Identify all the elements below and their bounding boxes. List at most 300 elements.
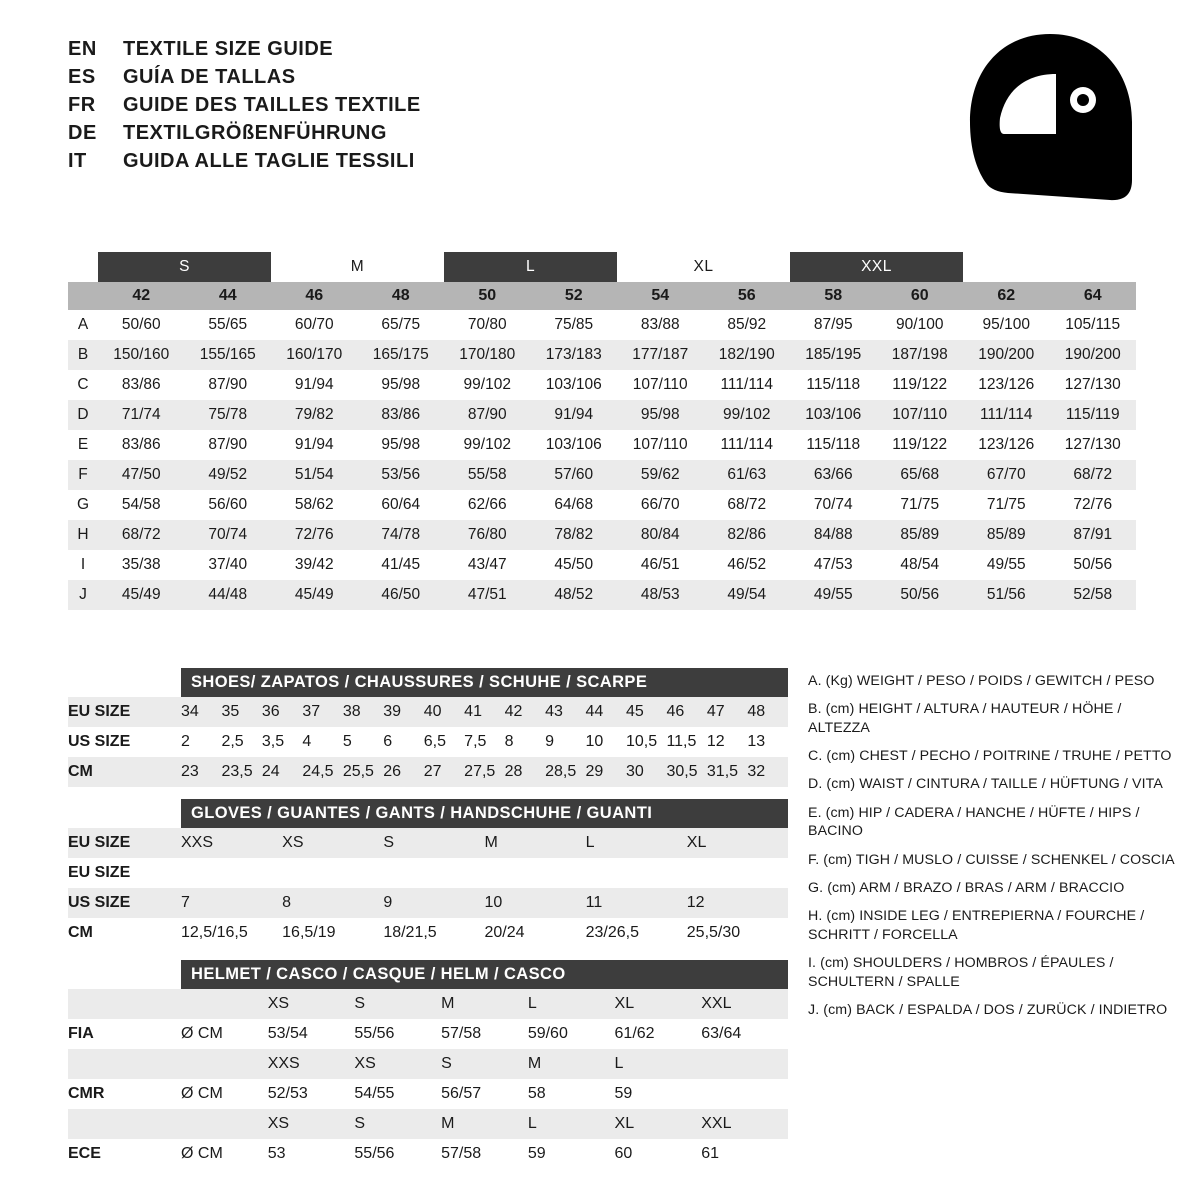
size-band-m: M xyxy=(271,252,444,282)
cell: 43 xyxy=(545,697,585,727)
cell: 53 xyxy=(268,1139,355,1169)
cell xyxy=(701,1049,788,1079)
legend-item-e: E. (cm) HIP / CADERA / HANCHE / HÜFTE / HIPS / BACINO xyxy=(808,804,1140,840)
helmet-fia-header-spacer xyxy=(68,989,181,1019)
header-title-it: GUIDA ALLE TAGLIE TESSILI xyxy=(123,150,415,172)
table-row xyxy=(68,828,788,858)
cell: 56/57 xyxy=(441,1079,528,1109)
cell: 56/60 xyxy=(185,490,272,520)
cell: 55/56 xyxy=(354,1019,441,1049)
cell xyxy=(687,858,788,888)
helmet-row-label-cmr: CMR xyxy=(68,1079,181,1109)
cell: 111/114 xyxy=(704,370,791,400)
helmet-cmr-size-s: S xyxy=(441,1049,528,1079)
cell: 63/66 xyxy=(790,460,877,490)
table-row xyxy=(68,520,1136,550)
cell: 45 xyxy=(626,697,666,727)
helmet-cmr-size-l: L xyxy=(615,1049,702,1079)
cell: 99/102 xyxy=(444,430,531,460)
cell xyxy=(181,989,268,1019)
cell: 127/130 xyxy=(1050,430,1137,460)
cell: 51/56 xyxy=(963,580,1050,610)
cell: 79/82 xyxy=(271,400,358,430)
cell xyxy=(701,1079,788,1109)
header-title-fr: GUIDE DES TAILLES TEXTILE xyxy=(123,94,421,116)
cell: 83/88 xyxy=(617,310,704,340)
size-number-48: 48 xyxy=(358,282,445,310)
row-label-i: I xyxy=(68,550,98,580)
cell: 44/48 xyxy=(185,580,272,610)
helmet-ece-size-s: S xyxy=(354,1109,441,1139)
row-label-j: J xyxy=(68,580,98,610)
cell: 30,5 xyxy=(666,757,706,787)
cell: 7 xyxy=(181,888,282,918)
cell: 60/70 xyxy=(271,310,358,340)
cell: 35/38 xyxy=(98,550,185,580)
cell: 45/49 xyxy=(98,580,185,610)
header-title-es: GUÍA DE TALLAS xyxy=(123,66,296,88)
cell: 95/98 xyxy=(358,430,445,460)
size-number-58: 58 xyxy=(790,282,877,310)
size-number-42: 42 xyxy=(98,282,185,310)
cell: 64/68 xyxy=(531,490,618,520)
cell: 111/114 xyxy=(704,430,791,460)
header-title-de: TEXTILGRÖßENFÜHRUNG xyxy=(123,122,387,144)
gloves-size-s: S xyxy=(383,828,484,858)
legend-item-b: B. (cm) HEIGHT / ALTURA / HAUTEUR / HÖHE / ALTEZZA xyxy=(808,701,1122,736)
legend-item-g: G. (cm) ARM / BRAZO / BRAS / ARM / BRACCIO xyxy=(808,879,1125,896)
row-label-c: C xyxy=(68,370,98,400)
cell xyxy=(181,1109,268,1139)
cell: 43/47 xyxy=(444,550,531,580)
gloves-size-xxs: XXS xyxy=(181,828,282,858)
cell: 24,5 xyxy=(302,757,342,787)
cell: 68/72 xyxy=(98,520,185,550)
cell: 29 xyxy=(586,757,626,787)
cell: 91/94 xyxy=(271,430,358,460)
cell: 87/91 xyxy=(1050,520,1137,550)
cell: 123/126 xyxy=(963,430,1050,460)
gloves-size-xl: XL xyxy=(687,828,788,858)
helmet-cmr-unit: Ø CM xyxy=(181,1079,268,1109)
cell: 83/86 xyxy=(98,430,185,460)
cell: 115/118 xyxy=(790,370,877,400)
helmet-ece-size-m: M xyxy=(441,1109,528,1139)
helmet-section-title: HELMET / CASCO / CASQUE / HELM / CASCO xyxy=(181,960,788,989)
helmet-ece-unit: Ø CM xyxy=(181,1139,268,1169)
header-title-en: TEXTILE SIZE GUIDE xyxy=(123,38,334,60)
cell: 45/49 xyxy=(271,580,358,610)
cell: 84/88 xyxy=(790,520,877,550)
cell: 54/58 xyxy=(98,490,185,520)
cell: 95/100 xyxy=(963,310,1050,340)
size-number-54: 54 xyxy=(617,282,704,310)
cell: 50/56 xyxy=(877,580,964,610)
cell: 55/56 xyxy=(354,1139,441,1169)
gloves-row-label-us: US SIZE xyxy=(68,888,181,918)
cell: 65/75 xyxy=(358,310,445,340)
cell: 48/54 xyxy=(877,550,964,580)
cell xyxy=(282,858,383,888)
size-band-xl: XL xyxy=(617,252,790,282)
cell xyxy=(484,858,585,888)
cell: 23,5 xyxy=(221,757,261,787)
gloves-size-m: M xyxy=(484,828,585,858)
cell: 83/86 xyxy=(358,400,445,430)
lang-code-en: EN xyxy=(68,38,97,60)
cell: 23 xyxy=(181,757,221,787)
table-row xyxy=(68,1139,788,1169)
legend-item-c: C. (cm) CHEST / PECHO / POITRINE / TRUHE / PETTO xyxy=(808,748,1172,765)
table-row xyxy=(68,580,1136,610)
row-label-f: F xyxy=(68,460,98,490)
size-number-62: 62 xyxy=(963,282,1050,310)
cell: 2,5 xyxy=(221,727,261,757)
cell: 68/72 xyxy=(1050,460,1137,490)
helmet-table xyxy=(68,989,788,1169)
cell: 48/53 xyxy=(617,580,704,610)
cell: 103/106 xyxy=(531,370,618,400)
cell: 47/51 xyxy=(444,580,531,610)
cell: 103/106 xyxy=(531,430,618,460)
table-row xyxy=(68,858,788,888)
cell: 90/100 xyxy=(877,310,964,340)
cell: 10,5 xyxy=(626,727,666,757)
table-row xyxy=(68,918,788,948)
table-row xyxy=(68,888,788,918)
lang-code-es: ES xyxy=(68,66,96,88)
size-number-row xyxy=(68,282,1136,310)
cell: 87/95 xyxy=(790,310,877,340)
row-label-g: G xyxy=(68,490,98,520)
measurement-legend xyxy=(808,672,1183,1029)
cell: 34 xyxy=(181,697,221,727)
cell: 8 xyxy=(282,888,383,918)
cell: 52/53 xyxy=(268,1079,355,1109)
table-row xyxy=(68,490,1136,520)
cell: 62/66 xyxy=(444,490,531,520)
cell xyxy=(181,858,282,888)
helmet-cmr-size-m: M xyxy=(528,1049,615,1079)
cell: 67/70 xyxy=(963,460,1050,490)
cell: 65/68 xyxy=(877,460,964,490)
cell: 48 xyxy=(747,697,788,727)
table-row xyxy=(68,400,1136,430)
cell: 3,5 xyxy=(262,727,302,757)
cell: 75/78 xyxy=(185,400,272,430)
cell: 165/175 xyxy=(358,340,445,370)
cell: 36 xyxy=(262,697,302,727)
size-number-50: 50 xyxy=(444,282,531,310)
lower-tables xyxy=(68,668,788,1169)
cell: 46/52 xyxy=(704,550,791,580)
cell: 23/26,5 xyxy=(586,918,687,948)
helmet-fia-size-s: S xyxy=(354,989,441,1019)
cell: 99/102 xyxy=(704,400,791,430)
cell: 40 xyxy=(424,697,464,727)
size-band-l: L xyxy=(444,252,617,282)
cell: 42 xyxy=(505,697,545,727)
cell: 115/119 xyxy=(1050,400,1137,430)
cell: 35 xyxy=(221,697,261,727)
shoes-table xyxy=(68,697,788,787)
cell: 6,5 xyxy=(424,727,464,757)
cell: 105/115 xyxy=(1050,310,1137,340)
cell: 182/190 xyxy=(704,340,791,370)
helmet-ece-size-xxl: XXL xyxy=(701,1109,788,1139)
size-number-60: 60 xyxy=(877,282,964,310)
cell: 16,5/19 xyxy=(282,918,383,948)
cell: 11 xyxy=(586,888,687,918)
size-band-row xyxy=(68,252,1136,282)
table-row xyxy=(68,1079,788,1109)
cell: 25,5/30 xyxy=(687,918,788,948)
cell: 50/60 xyxy=(98,310,185,340)
table-row xyxy=(68,989,788,1019)
cell xyxy=(181,1049,268,1079)
cell: 59/60 xyxy=(528,1019,615,1049)
cell: 58/62 xyxy=(271,490,358,520)
size-number-52: 52 xyxy=(531,282,618,310)
cell: 95/98 xyxy=(358,370,445,400)
cell: 75/85 xyxy=(531,310,618,340)
cell: 70/74 xyxy=(790,490,877,520)
size-number-56: 56 xyxy=(704,282,791,310)
cell: 37 xyxy=(302,697,342,727)
cell: 49/55 xyxy=(963,550,1050,580)
cell: 76/80 xyxy=(444,520,531,550)
racing-helmet-icon xyxy=(960,30,1140,210)
cell: 28,5 xyxy=(545,757,585,787)
table-row xyxy=(68,1109,788,1139)
lang-code-it: IT xyxy=(68,150,87,172)
cell: 115/118 xyxy=(790,430,877,460)
table-row xyxy=(68,1049,788,1079)
helmet-row-label-fia: FIA xyxy=(68,1019,181,1049)
helmet-fia-size-xl: XL xyxy=(615,989,702,1019)
cell: 20/24 xyxy=(484,918,585,948)
cell: 41/45 xyxy=(358,550,445,580)
table-row xyxy=(68,460,1136,490)
size-number-44: 44 xyxy=(185,282,272,310)
legend-item-h: H. (cm) INSIDE LEG / ENTREPIERNA / FOURCHE / SCHRITT / FORCELLA xyxy=(808,908,1145,943)
cell: 12,5/16,5 xyxy=(181,918,282,948)
cell: 54/55 xyxy=(354,1079,441,1109)
gloves-size-l: L xyxy=(586,828,687,858)
gloves-section-title: GLOVES / GUANTES / GANTS / HANDSCHUHE / GUANTI xyxy=(181,799,788,828)
table-row xyxy=(68,697,788,727)
cell: 190/200 xyxy=(963,340,1050,370)
cell: 6 xyxy=(383,727,423,757)
cell: 37/40 xyxy=(185,550,272,580)
cell: 49/52 xyxy=(185,460,272,490)
legend-item-f: F. (cm) TIGH / MUSLO / CUISSE / SCHENKEL / COSCIA xyxy=(808,851,1175,868)
header-row-de xyxy=(68,122,421,145)
table-row xyxy=(68,727,788,757)
cell: 18/21,5 xyxy=(383,918,484,948)
table-row xyxy=(68,430,1136,460)
legend-item-a: A. (Kg) WEIGHT / PESO / POIDS / GEWITCH / PESO xyxy=(808,673,1155,689)
cell: 61/62 xyxy=(615,1019,702,1049)
cell: 45/50 xyxy=(531,550,618,580)
helmet-ece-size-l: L xyxy=(528,1109,615,1139)
table-row xyxy=(68,370,1136,400)
cell: 187/198 xyxy=(877,340,964,370)
cell: 85/92 xyxy=(704,310,791,340)
cell: 52/58 xyxy=(1050,580,1137,610)
cell: 127/130 xyxy=(1050,370,1137,400)
cell: 46 xyxy=(666,697,706,727)
cell: 55/58 xyxy=(444,460,531,490)
cell: 30 xyxy=(626,757,666,787)
cell: 72/76 xyxy=(1050,490,1137,520)
cell: 10 xyxy=(586,727,626,757)
cell: 31,5 xyxy=(707,757,747,787)
cell: 72/76 xyxy=(271,520,358,550)
cell: 91/94 xyxy=(531,400,618,430)
cell: 5 xyxy=(343,727,383,757)
cell: 59 xyxy=(528,1139,615,1169)
cell: 119/122 xyxy=(877,370,964,400)
cell: 8 xyxy=(505,727,545,757)
table-row xyxy=(68,1019,788,1049)
cell: 71/75 xyxy=(963,490,1050,520)
cell: 38 xyxy=(343,697,383,727)
cell: 71/75 xyxy=(877,490,964,520)
cell: 25,5 xyxy=(343,757,383,787)
cell: 95/98 xyxy=(617,400,704,430)
legend-item-d: D. (cm) WAIST / CINTURA / TAILLE / HÜFTUNG / VITA xyxy=(808,776,1163,793)
cell: 82/86 xyxy=(704,520,791,550)
header-row-fr xyxy=(68,94,421,117)
cell: 60 xyxy=(615,1139,702,1169)
cell: 87/90 xyxy=(185,370,272,400)
helmet-fia-unit: Ø CM xyxy=(181,1019,268,1049)
cell: 39 xyxy=(383,697,423,727)
cell: 59 xyxy=(615,1079,702,1109)
cell: 39/42 xyxy=(271,550,358,580)
size-band-s: S xyxy=(98,252,271,282)
shoes-row-label-cm: CM xyxy=(68,757,181,787)
cell: 177/187 xyxy=(617,340,704,370)
header-row-en xyxy=(68,38,421,61)
cell: 44 xyxy=(586,697,626,727)
cell: 28 xyxy=(505,757,545,787)
cell: 68/72 xyxy=(704,490,791,520)
cell: 173/183 xyxy=(531,340,618,370)
cell: 2 xyxy=(181,727,221,757)
cell: 111/114 xyxy=(963,400,1050,430)
cell: 57/58 xyxy=(441,1139,528,1169)
size-band-blank-right xyxy=(963,252,1050,282)
cell: 26 xyxy=(383,757,423,787)
shoes-row-label-us: US SIZE xyxy=(68,727,181,757)
helmet-cmr-size-xs: XS xyxy=(354,1049,441,1079)
helmet-cmr-header-spacer xyxy=(68,1049,181,1079)
cell: 47/53 xyxy=(790,550,877,580)
cell: 107/110 xyxy=(617,370,704,400)
table-row xyxy=(68,340,1136,370)
header-row-es xyxy=(68,66,421,89)
cell: 91/94 xyxy=(271,370,358,400)
gloves-row-label-eu: EU SIZE xyxy=(68,858,181,888)
cell: 51/54 xyxy=(271,460,358,490)
cell: 74/78 xyxy=(358,520,445,550)
size-number-64: 64 xyxy=(1050,282,1137,310)
cell: 47/50 xyxy=(98,460,185,490)
helmet-ece-header-spacer xyxy=(68,1109,181,1139)
lang-code-fr: FR xyxy=(68,94,96,116)
gloves-size-xs: XS xyxy=(282,828,383,858)
cell: 119/122 xyxy=(877,430,964,460)
cell: 27 xyxy=(424,757,464,787)
cell: 61/63 xyxy=(704,460,791,490)
cell: 32 xyxy=(747,757,788,787)
cell: 70/80 xyxy=(444,310,531,340)
cell: 61 xyxy=(701,1139,788,1169)
cell: 99/102 xyxy=(444,370,531,400)
size-band-xxl: XXL xyxy=(790,252,963,282)
legend-item-i: I. (cm) SHOULDERS / HOMBROS / ÉPAULES / SCHULTERN / SPALLE xyxy=(808,955,1114,990)
cell: 107/110 xyxy=(877,400,964,430)
cell: 190/200 xyxy=(1050,340,1137,370)
table-row xyxy=(68,310,1136,340)
helmet-row-label-ece: ECE xyxy=(68,1139,181,1169)
helmet-ece-size-xs: XS xyxy=(268,1109,355,1139)
cell: 66/70 xyxy=(617,490,704,520)
cell: 53/56 xyxy=(358,460,445,490)
gloves-table xyxy=(68,828,788,948)
cell: 46/51 xyxy=(617,550,704,580)
helmet-fia-size-m: M xyxy=(441,989,528,1019)
helmet-fia-size-l: L xyxy=(528,989,615,1019)
cell: 85/89 xyxy=(963,520,1050,550)
cell: 55/65 xyxy=(185,310,272,340)
cell: 11,5 xyxy=(666,727,706,757)
cell: 53/54 xyxy=(268,1019,355,1049)
table-row xyxy=(68,550,1136,580)
cell xyxy=(383,858,484,888)
shoes-row-label-eu: EU SIZE xyxy=(68,697,181,727)
helmet-fia-size-xs: XS xyxy=(268,989,355,1019)
cell: 60/64 xyxy=(358,490,445,520)
cell: 13 xyxy=(747,727,788,757)
cell: 123/126 xyxy=(963,370,1050,400)
cell: 70/74 xyxy=(185,520,272,550)
cell: 170/180 xyxy=(444,340,531,370)
row-label-e: E xyxy=(68,430,98,460)
row-label-b: B xyxy=(68,340,98,370)
row-label-d: D xyxy=(68,400,98,430)
cell: 85/89 xyxy=(877,520,964,550)
cell: 27,5 xyxy=(464,757,504,787)
cell: 7,5 xyxy=(464,727,504,757)
cell: 71/74 xyxy=(98,400,185,430)
cell: 87/90 xyxy=(185,430,272,460)
cell: 78/82 xyxy=(531,520,618,550)
cell: 57/58 xyxy=(441,1019,528,1049)
helmet-ece-size-xl: XL xyxy=(615,1109,702,1139)
row-label-h: H xyxy=(68,520,98,550)
helmet-fia-size-xxl: XXL xyxy=(701,989,788,1019)
cell: 49/54 xyxy=(704,580,791,610)
cell xyxy=(586,858,687,888)
shoes-section-title: SHOES/ ZAPATOS / CHAUSSURES / SCHUHE / SCARPE xyxy=(181,668,788,697)
cell: 10 xyxy=(484,888,585,918)
cell: 9 xyxy=(545,727,585,757)
cell: 83/86 xyxy=(98,370,185,400)
cell: 57/60 xyxy=(531,460,618,490)
